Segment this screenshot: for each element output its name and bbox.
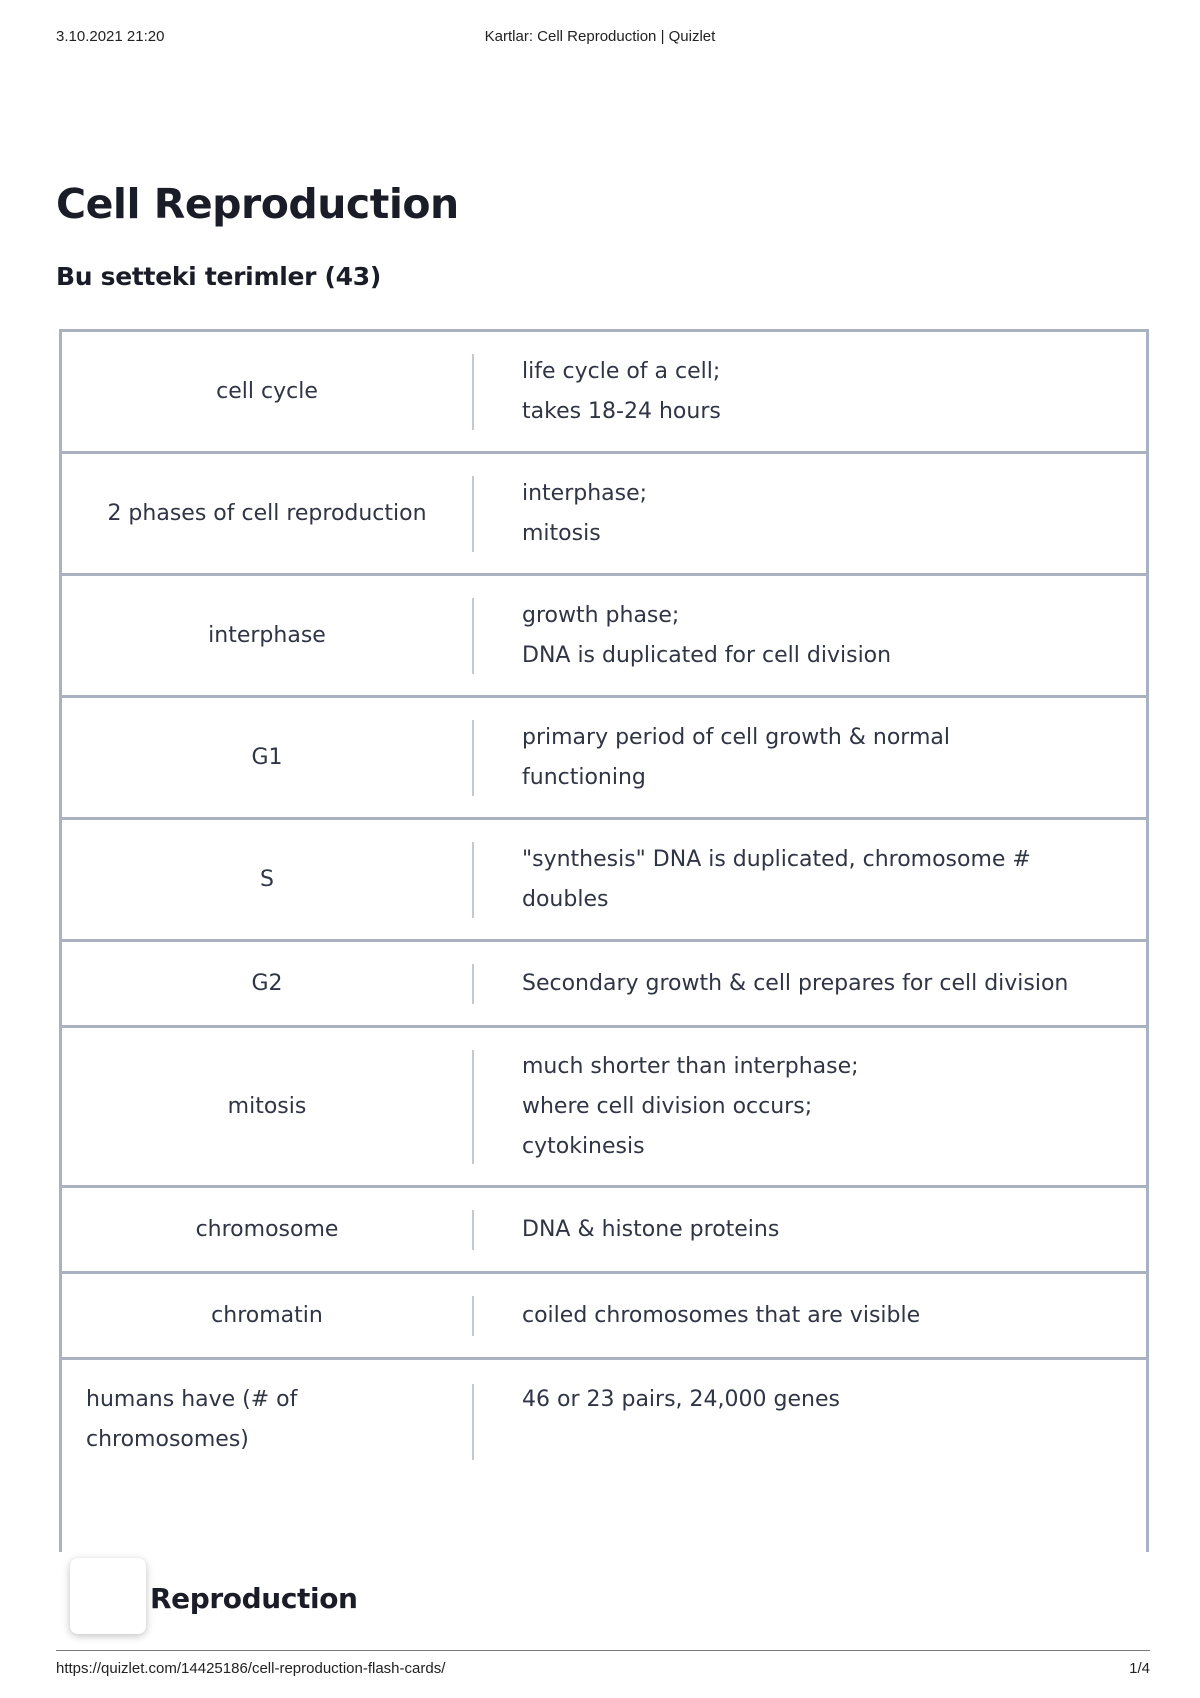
definition-line: cytokinesis	[522, 1133, 645, 1159]
card-term	[62, 1360, 472, 1460]
card-term: G2	[251, 970, 283, 996]
flashcard[interactable]	[59, 1357, 1149, 1554]
flashcard[interactable]	[59, 329, 1149, 451]
card-definition	[474, 718, 1146, 798]
flashcard[interactable]	[59, 1271, 1149, 1357]
set-thumbnail	[70, 1558, 146, 1634]
card-definition	[474, 964, 1146, 1004]
page-number: 1/4	[1129, 1660, 1150, 1677]
page-url: https://quizlet.com/14425186/cell-reproduction-flash-cards/	[56, 1660, 446, 1677]
definition-line: mitosis	[522, 520, 601, 546]
flashcard-list	[59, 329, 1149, 1554]
flashcard[interactable]	[59, 451, 1149, 573]
definition-line: much shorter than interphase;	[522, 1053, 859, 1079]
card-term: S	[260, 866, 274, 892]
flashcard[interactable]	[59, 817, 1149, 939]
card-definition	[474, 840, 1146, 920]
page-title: Cell Reproduction	[56, 180, 459, 228]
card-definition	[474, 1360, 1146, 1420]
sticky-set-title: Reproduction	[150, 1582, 358, 1615]
card-definition	[474, 474, 1146, 554]
term-line: chromosomes)	[86, 1427, 249, 1452]
definition-line: doubles	[522, 886, 609, 912]
definition-line: life cycle of a cell;	[522, 358, 721, 384]
card-term: chromatin	[211, 1302, 323, 1328]
footer-divider	[56, 1650, 1150, 1651]
card-term: chromosome	[195, 1216, 339, 1242]
flashcard[interactable]	[59, 939, 1149, 1025]
definition-line: Secondary growth & cell prepares for cell division	[522, 970, 1069, 996]
definition-line: "synthesis" DNA is duplicated, chromosome #	[522, 846, 1031, 872]
definition-line: primary period of cell growth & normal	[522, 724, 950, 750]
terms-count-heading: Bu setteki terimler (43)	[56, 262, 382, 291]
flashcard[interactable]	[59, 695, 1149, 817]
print-document-title: Kartlar: Cell Reproduction | Quizlet	[484, 28, 716, 45]
definition-line: growth phase;	[522, 602, 680, 628]
card-definition	[474, 596, 1146, 676]
definition-line: interphase;	[522, 480, 648, 506]
print-header	[0, 28, 1200, 50]
definition-line: 46 or 23 pairs, 24,000 genes	[522, 1387, 840, 1412]
card-definition	[474, 352, 1146, 432]
print-datetime: 3.10.2021 21:20	[56, 28, 165, 45]
card-definition	[474, 1047, 1146, 1167]
card-definition	[474, 1210, 1146, 1250]
definition-line: DNA is duplicated for cell division	[522, 642, 892, 668]
flashcard[interactable]	[59, 573, 1149, 695]
flashcard[interactable]	[59, 1025, 1149, 1185]
card-term: interphase	[208, 622, 326, 648]
card-term: mitosis	[227, 1093, 307, 1119]
definition-line: takes 18-24 hours	[522, 398, 721, 424]
definition-line: DNA & histone proteins	[522, 1216, 780, 1242]
card-term: cell cycle	[216, 378, 318, 404]
card-term: 2 phases of cell reproduction	[107, 500, 427, 526]
definition-line: coiled chromosomes that are visible	[522, 1302, 921, 1328]
card-term: G1	[251, 744, 283, 770]
term-line: humans have (# of	[86, 1387, 298, 1412]
card-definition	[474, 1296, 1146, 1336]
flashcard[interactable]	[59, 1185, 1149, 1271]
definition-line: where cell division occurs;	[522, 1093, 813, 1119]
definition-line: functioning	[522, 764, 646, 790]
